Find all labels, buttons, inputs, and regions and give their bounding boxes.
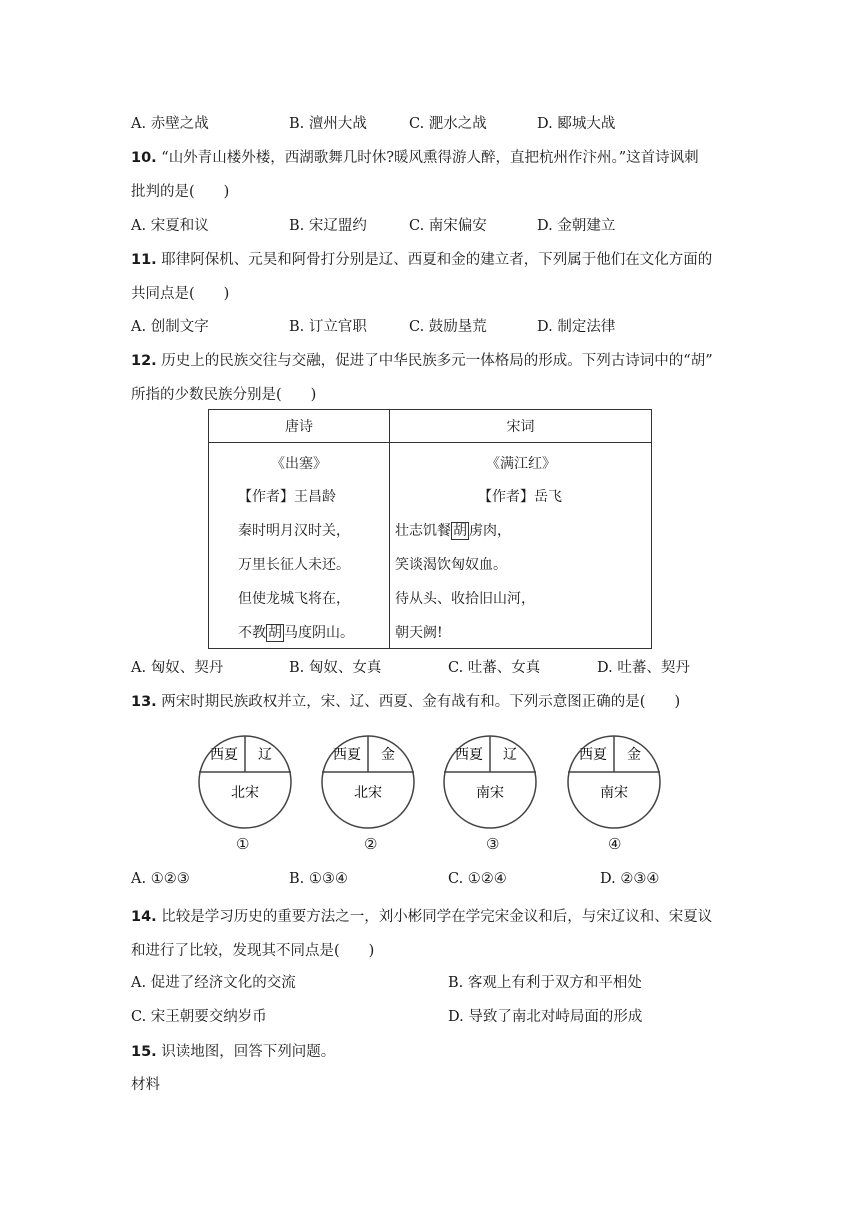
poem-chusai-line3: 但使龙城飞将在， xyxy=(238,591,350,607)
circle-diagram-4 xyxy=(566,734,662,830)
q11-stem-line2: 共同点是( ) xyxy=(131,286,230,302)
diagram3-top-right: 辽 xyxy=(503,747,517,763)
diagram3-bottom: 南宋 xyxy=(476,785,504,801)
poem-table xyxy=(208,409,652,649)
diagram2-label: ② xyxy=(364,835,378,853)
poem-chusai-line4 xyxy=(238,622,354,642)
q12-stem-line2: 所指的少数民族分别是( ) xyxy=(131,387,317,403)
q13-stem-line1 xyxy=(131,690,680,711)
diagram1-top-left: 西夏 xyxy=(210,747,238,763)
q14-stem-line1 xyxy=(131,905,712,926)
q11-option-b[interactable]: B. 订立官职 xyxy=(289,319,367,335)
q12-text1: 历史上的民族交往与交融，促进了中华民族多元一体格局的形成。下列古诗词中的“胡” xyxy=(161,353,713,369)
diagram4-bottom: 南宋 xyxy=(600,785,628,801)
boxed-hu-character: 胡 xyxy=(268,625,282,641)
q12-stem-line1 xyxy=(131,349,713,370)
q13-text1: 两宋时期民族政权并立，宋、辽、西夏、金有战有和。下列示意图正确的是( ) xyxy=(161,694,681,710)
q14-stem-line2: 和进行了比较，发现其不同点是( ) xyxy=(131,943,375,959)
diagram4-top-left: 西夏 xyxy=(579,747,607,763)
q15-stem-line1 xyxy=(131,1040,335,1061)
q10-number: 10. xyxy=(131,150,157,166)
poem-table-header-song: 宋词 xyxy=(390,410,652,443)
poem-chusai-author: 【作者】王昌龄 xyxy=(238,489,336,505)
q14-text1: 比较是学习历史的重要方法之一，刘小彬同学在学完宋金议和后，与宋辽议和、宋夏议 xyxy=(161,909,713,925)
q11-number: 11. xyxy=(131,252,157,268)
q9-option-c[interactable]: C. 淝水之战 xyxy=(409,116,487,132)
q9-option-a[interactable]: A. 赤壁之战 xyxy=(131,116,209,132)
boxed-hu-character: 胡 xyxy=(453,523,467,539)
poem-mjh-line2: 笑谈渴饮匈奴血。 xyxy=(395,557,507,573)
q12-option-b[interactable]: B. 匈奴、女真 xyxy=(289,660,382,676)
circle-diagram-1 xyxy=(197,734,293,830)
poem-chusai-line4-post: 马度阴山。 xyxy=(284,625,354,641)
poem-mjh-line3: 待从头、收拾旧山河， xyxy=(395,591,535,607)
q11-text1: 耶律阿保机、元昊和阿骨打分别是辽、西夏和金的建立者，下列属于他们在文化方面的 xyxy=(161,252,713,268)
q10-option-d[interactable]: D. 金朝建立 xyxy=(537,218,616,234)
q13-option-d[interactable]: D. ②③④ xyxy=(600,871,660,887)
q11-option-d[interactable]: D. 制定法律 xyxy=(537,319,616,335)
q11-option-c[interactable]: C. 鼓励垦荒 xyxy=(409,319,487,335)
q14-option-c[interactable]: C. 宋王朝要交纳岁币 xyxy=(131,1009,267,1025)
q15-number: 15. xyxy=(131,1044,157,1060)
poem-table-header-tang: 唐诗 xyxy=(209,410,390,443)
q12-option-d[interactable]: D. 吐蕃、契丹 xyxy=(597,660,690,676)
q11-option-a[interactable]: A. 创制文字 xyxy=(131,319,209,335)
diagram1-label: ① xyxy=(236,835,250,853)
poem-chusai-title: 《出塞》 xyxy=(271,456,327,472)
poem-cell-manjianghong xyxy=(390,443,652,649)
q10-option-b[interactable]: B. 宋辽盟约 xyxy=(289,218,367,234)
q15-text1: 识读地图，回答下列问题。 xyxy=(161,1044,336,1060)
diagram2-top-right: 金 xyxy=(381,747,395,763)
diagram3-top-left: 西夏 xyxy=(455,747,483,763)
poem-mjh-author: 【作者】岳飞 xyxy=(478,489,562,505)
diagram4-label: ④ xyxy=(608,835,622,853)
diagram1-top-right: 辽 xyxy=(258,747,272,763)
q13-option-c[interactable]: C. ①②④ xyxy=(448,871,507,887)
diagram2-bottom: 北宋 xyxy=(354,785,382,801)
q13-option-b[interactable]: B. ①③④ xyxy=(289,871,348,887)
circle-diagram-2 xyxy=(320,734,416,830)
poem-mjh-line4: 朝天阙! xyxy=(395,625,443,641)
circle-diagram-3 xyxy=(442,734,538,830)
poem-chusai-line2: 万里长征人未还。 xyxy=(238,557,350,573)
q12-option-a[interactable]: A. 匈奴、契丹 xyxy=(131,660,224,676)
q10-text1: “山外青山楼外楼，西湖歌舞几时休?暖风熏得游人醉，直把杭州作汴州。”这首诗讽刺 xyxy=(161,150,699,166)
q9-option-b[interactable]: B. 澶州大战 xyxy=(289,116,367,132)
q13-option-a[interactable]: A. ①②③ xyxy=(131,871,190,887)
q14-option-a[interactable]: A. 促进了经济文化的交流 xyxy=(131,975,296,991)
diagram1-bottom: 北宋 xyxy=(231,785,259,801)
q11-stem-line1 xyxy=(131,248,712,269)
q12-option-c[interactable]: C. 吐蕃、女真 xyxy=(448,660,541,676)
poem-mjh-title: 《满江红》 xyxy=(486,456,556,472)
q10-option-a[interactable]: A. 宋夏和议 xyxy=(131,218,209,234)
diagram3-label: ③ xyxy=(486,835,500,853)
q14-option-b[interactable]: B. 客观上有利于双方和平相处 xyxy=(448,975,642,991)
q14-option-d[interactable]: D. 导致了南北对峙局面的形成 xyxy=(448,1009,643,1025)
poem-chusai-line1: 秦时明月汉时关， xyxy=(238,523,350,539)
q10-stem-line1 xyxy=(131,146,699,167)
q12-number: 12. xyxy=(131,353,157,369)
q10-option-c[interactable]: C. 南宋偏安 xyxy=(409,218,487,234)
q13-number: 13. xyxy=(131,694,157,710)
diagram4-top-right: 金 xyxy=(627,747,641,763)
poem-mjh-line1-post: 虏肉， xyxy=(469,523,511,539)
poem-chusai-line4-pre: 不教 xyxy=(238,625,266,641)
q15-material-label: 材料 xyxy=(131,1077,160,1093)
q10-stem-line2: 批判的是( ) xyxy=(131,184,230,200)
q9-option-d[interactable]: D. 郾城大战 xyxy=(537,116,616,132)
poem-mjh-line1-pre: 壮志饥餐 xyxy=(395,523,451,539)
poem-mjh-line1 xyxy=(395,520,511,540)
poem-cell-chusai xyxy=(209,443,390,649)
q14-number: 14. xyxy=(131,909,157,925)
diagram2-top-left: 西夏 xyxy=(333,747,361,763)
